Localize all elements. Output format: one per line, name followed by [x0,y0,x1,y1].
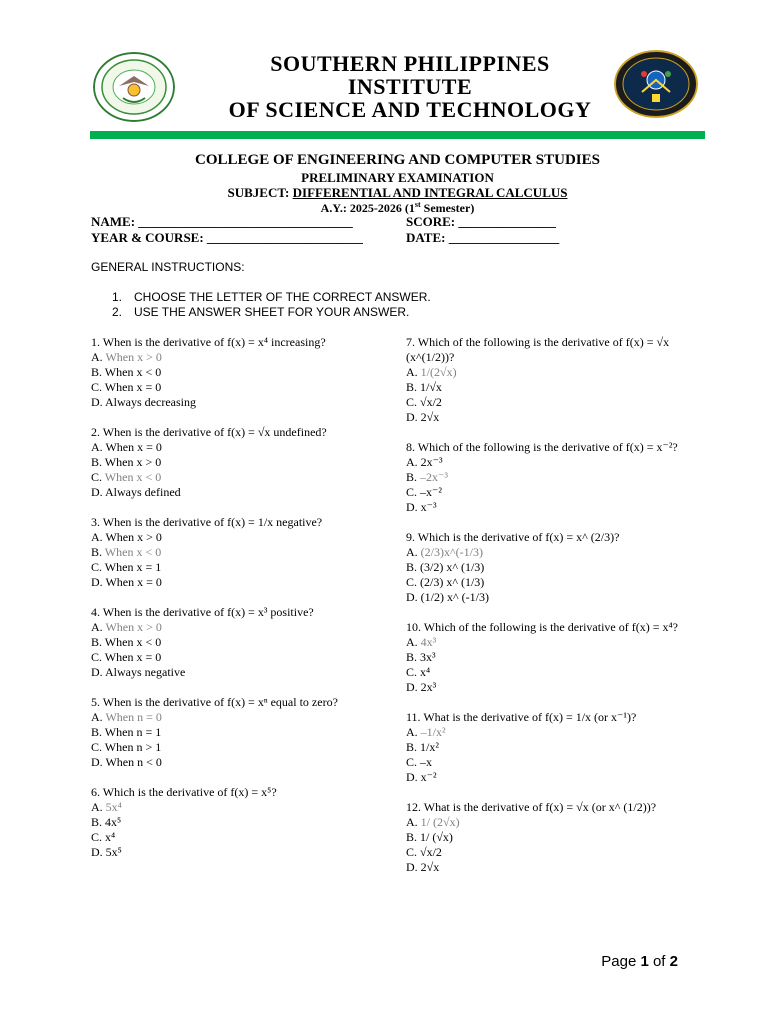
answer-option [406,740,706,755]
option-text: 1/x² [417,740,439,754]
option-letter: A. [406,545,418,559]
option-letter: B. [91,545,103,559]
option-letter: D. [91,845,103,859]
answer-option [91,830,381,845]
answer-option [406,485,706,500]
option-letter: C. [91,560,103,574]
option-letter: B. [406,470,418,484]
option-letter: D. [406,410,418,424]
answer-option [91,470,381,485]
page-number [601,953,678,970]
option-text: (3/2) x^ (1/3) [417,560,485,574]
option-letter: B. [406,830,418,844]
answer-option [406,545,706,560]
option-text: When x > 0 [102,530,162,544]
answer-option [406,380,706,395]
option-text: When x < 0 [102,635,162,649]
option-letter: D. [91,485,103,499]
option-text: 1/(2√x) [417,365,457,379]
option-text: √x/2 [417,395,442,409]
instruction-number: 1. [112,290,123,304]
question-block [91,785,381,860]
option-letter: A. [406,725,418,739]
answer-option [91,740,381,755]
option-text: 5x⁵ [102,845,122,859]
option-text: Always negative [102,665,186,679]
answer-option [406,590,706,605]
answer-option [91,710,381,725]
option-text: 2√x [417,410,440,424]
answer-option [406,830,706,845]
answer-option [406,665,706,680]
institution-name-line-2: INSTITUTE [347,74,473,99]
option-text: When x < 0 [102,470,162,484]
answer-option [406,395,706,410]
subject-label: SUBJECT: [227,185,290,200]
option-letter: B. [406,740,418,754]
option-text: When x > 0 [102,455,162,469]
option-letter: C. [406,575,418,589]
answer-option [91,575,381,590]
question-block [406,530,706,605]
answer-option [91,845,381,860]
option-text: Always defined [102,485,181,499]
score-field: SCORE: _______________ [406,214,556,229]
option-text: When n = 0 [102,710,162,724]
question-text: 9. Which is the derivative of f(x) = x^ (2/3)? [406,530,620,544]
page-total: 2 [669,953,678,970]
subject-line [90,185,705,201]
answer-option [406,455,706,470]
option-text: When x = 0 [102,575,162,589]
option-letter: D. [406,500,418,514]
option-text: When n > 1 [102,740,162,754]
option-text: Always decreasing [102,395,196,409]
answer-option [91,350,381,365]
institution-name-line-3: OF SCIENCE AND TECHNOLOGY [228,97,592,122]
answer-option [91,455,381,470]
option-text: 5x⁴ [102,800,122,814]
year-course-field: YEAR & COURSE: ________________________ [91,230,363,245]
question-block [406,710,706,785]
exam-title: PRELIMINARY EXAMINATION [301,170,494,185]
answer-option [91,365,381,380]
option-letter: A. [91,530,103,544]
question-text: 8. Which of the following is the derivative of f(x) = x⁻²? [406,440,678,454]
of-word: of [648,953,670,970]
option-letter: C. [406,755,418,769]
question-block [91,605,381,680]
option-letter: D. [91,665,103,679]
option-text: 2√x [417,860,440,874]
option-text: 3x³ [417,650,436,664]
option-text: 1/ (√x) [417,830,453,844]
option-text: –1/x² [417,725,446,739]
date-field: DATE: _________________ [406,230,560,245]
option-letter: C. [406,845,418,859]
option-text: When x < 0 [102,365,162,379]
answer-option [406,845,706,860]
option-text: When x = 0 [102,380,162,394]
option-letter: C. [91,650,103,664]
option-letter: D. [91,395,103,409]
option-letter: A. [91,350,103,364]
question-block [91,695,381,770]
option-text: x⁴ [417,665,431,679]
option-letter: A. [406,365,418,379]
option-text: –x⁻² [417,485,442,499]
option-text: –x [417,755,433,769]
subject-value: DIFFERENTIAL AND INTEGRAL CALCULUS [292,185,568,200]
option-text: When n = 1 [102,725,162,739]
option-letter: B. [91,635,103,649]
instruction-item [112,290,431,305]
page-word: Page [601,953,641,970]
option-text: When x = 0 [102,440,162,454]
question-text: 6. Which is the derivative of f(x) = x⁵? [91,785,277,799]
answer-option [406,410,706,425]
option-text: 1/√x [417,380,442,394]
option-letter: C. [406,395,418,409]
page-current: 1 [640,953,649,970]
option-letter: B. [91,365,103,379]
option-text: x⁻³ [417,500,437,514]
question-text: 10. Which of the following is the derivative of f(x) = x⁴? [406,620,678,634]
option-letter: B. [406,650,418,664]
answer-option [91,545,381,560]
question-block [406,800,706,875]
question-block [91,335,381,410]
instruction-number: 2. [112,305,123,319]
answer-option [406,650,706,665]
question-block [406,620,706,695]
answer-option [406,680,706,695]
answer-option [91,635,381,650]
answer-option [91,395,381,410]
question-text: 4. When is the derivative of f(x) = x³ positive? [91,605,314,619]
question-text: 7. Which of the following is the derivative of f(x) = √x (x^(1/2))? [406,335,670,364]
option-text: When x = 0 [102,650,162,664]
option-text: (1/2) x^ (-1/3) [417,590,489,604]
option-text: When x < 0 [102,545,162,559]
option-letter: D. [91,755,103,769]
answer-option [91,485,381,500]
option-letter: A. [406,635,418,649]
option-text: 2x³ [417,680,437,694]
answer-option [91,650,381,665]
option-letter: A. [406,815,418,829]
option-text: √x/2 [417,845,442,859]
answer-option [91,665,381,680]
answer-option [406,560,706,575]
option-letter: C. [91,380,103,394]
answer-option [406,725,706,740]
answer-option [406,770,706,785]
instructions-title: GENERAL INSTRUCTIONS: [91,260,245,274]
option-letter: B. [406,560,418,574]
answer-option [406,470,706,485]
answer-option [406,755,706,770]
answer-option [91,800,381,815]
option-letter: C. [91,830,103,844]
option-letter: D. [406,680,418,694]
option-letter: D. [406,860,418,874]
answer-option [406,365,706,380]
college-title: COLLEGE OF ENGINEERING AND COMPUTER STUDIES [195,152,600,168]
option-letter: C. [406,665,418,679]
option-letter: C. [91,740,103,754]
answer-option [406,500,706,515]
option-text: 2x⁻³ [417,455,443,469]
answer-option [406,815,706,830]
answer-option [91,725,381,740]
name-field: NAME: _________________________________ [91,214,353,229]
ay-suffix: Semester) [420,201,475,215]
question-text: 2. When is the derivative of f(x) = √x undefined? [91,425,327,439]
question-text: 5. When is the derivative of f(x) = xⁿ equal to zero? [91,695,338,709]
header-divider [90,131,705,139]
option-letter: C. [91,470,103,484]
answer-option [91,440,381,455]
question-block [91,515,381,590]
option-text: (2/3)x^(-1/3) [417,545,483,559]
question-block [406,335,706,425]
option-letter: B. [406,380,418,394]
answer-option [406,635,706,650]
option-letter: A. [406,455,418,469]
questions-column-left [91,335,381,875]
option-text: –2x⁻³ [417,470,448,484]
answer-option [91,620,381,635]
question-text: 11. What is the derivative of f(x) = 1/x (or x⁻¹)? [406,710,637,724]
option-text: 1/ (2√x) [417,815,460,829]
answer-option [91,815,381,830]
question-text: 12. What is the derivative of f(x) = √x (or x^ (1/2))? [406,800,657,814]
option-text: When x = 1 [102,560,162,574]
option-text: When x > 0 [102,620,162,634]
option-text: x⁴ [102,830,116,844]
institution-name-line-1: SOUTHERN PHILIPPINES [270,51,550,76]
instruction-item [112,305,431,320]
question-text: 1. When is the derivative of f(x) = x⁴ increasing? [91,335,326,349]
option-letter: D. [406,770,418,784]
option-text: When n < 0 [102,755,162,769]
option-letter: A. [91,620,103,634]
answer-option [406,860,706,875]
question-text: 3. When is the derivative of f(x) = 1/x negative? [91,515,323,529]
option-text: 4x³ [417,635,437,649]
ay-sup: st [414,200,421,209]
option-letter: B. [91,725,103,739]
option-letter: D. [91,575,103,589]
question-block [91,425,381,500]
answer-option [91,380,381,395]
instruction-text: USE THE ANSWER SHEET FOR YOUR ANSWER. [134,305,410,319]
answer-option [406,575,706,590]
question-block [406,440,706,515]
option-letter: D. [406,590,418,604]
option-text: 4x⁵ [102,815,122,829]
option-text: x⁻² [417,770,437,784]
answer-option [91,755,381,770]
answer-option [91,530,381,545]
option-letter: A. [91,710,103,724]
instruction-text: CHOOSE THE LETTER OF THE CORRECT ANSWER. [134,290,431,304]
instructions-list [112,290,431,320]
ay-prefix: A.Y.: 2025-2026 (1 [320,201,415,215]
answer-option [91,560,381,575]
questions-column-right [406,335,706,890]
option-text: When x > 0 [102,350,162,364]
option-letter: B. [91,815,103,829]
option-letter: A. [91,800,103,814]
option-letter: B. [91,455,103,469]
option-text: (2/3) x^ (1/3) [417,575,485,589]
option-letter: A. [91,440,103,454]
option-letter: C. [406,485,418,499]
